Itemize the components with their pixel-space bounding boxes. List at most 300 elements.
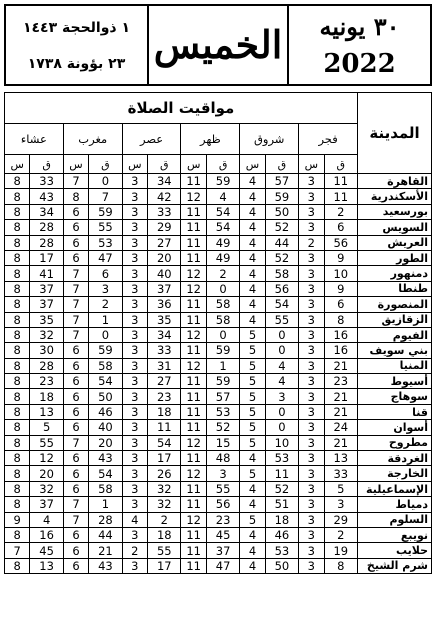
hour-cell: 3 [299, 250, 324, 265]
minute-cell: 24 [324, 420, 358, 435]
hour-cell: 5 [240, 404, 265, 419]
hour-cell: 11 [181, 204, 206, 219]
hour-cell: 8 [5, 204, 30, 219]
hour-cell: 4 [240, 281, 265, 296]
prayer-times-table [4, 92, 432, 574]
hour-cell: 3 [299, 497, 324, 512]
minute-cell: 20 [148, 250, 181, 265]
minute-cell: 49 [206, 250, 239, 265]
hour-cell: 3 [299, 189, 324, 204]
minute-cell: 0 [206, 327, 239, 342]
minute-cell: 59 [265, 189, 298, 204]
minute-cell: 0 [265, 420, 298, 435]
minute-cell: 28 [30, 235, 63, 250]
hour-cell: 8 [5, 527, 30, 542]
city-cell: الإسماعيلية [358, 481, 432, 496]
minute-cell: 54 [206, 220, 239, 235]
minute-cell: 21 [324, 389, 358, 404]
minute-cell: 1 [89, 497, 122, 512]
minute-cell: 20 [89, 435, 122, 450]
hour-cell: 7 [63, 497, 88, 512]
hour-cell: 11 [181, 420, 206, 435]
hour-cell: 5 [240, 358, 265, 373]
hour-cell: 3 [122, 281, 147, 296]
table-row [5, 358, 432, 373]
minute-cell: 35 [30, 312, 63, 327]
hour-cell: 4 [240, 451, 265, 466]
minute-cell: 20 [30, 466, 63, 481]
hour-cell: 11 [181, 543, 206, 558]
minute-cell: 4 [265, 374, 298, 389]
minute-cell: 19 [324, 543, 358, 558]
hour-cell: 3 [299, 435, 324, 450]
hour-cell: 7 [63, 266, 88, 281]
minute-cell: 9 [324, 250, 358, 265]
minute-cell: 46 [265, 527, 298, 542]
city-cell: المنيا [358, 358, 432, 373]
minute-cell: 41 [30, 266, 63, 281]
prayer-header: ظهر [181, 124, 240, 155]
minute-cell: 30 [30, 343, 63, 358]
hour-cell: 3 [122, 466, 147, 481]
minute-cell: 23 [206, 512, 239, 527]
minute-cell: 6 [89, 266, 122, 281]
hour-cell: 3 [122, 343, 147, 358]
hour-cell: 3 [299, 420, 324, 435]
hour-cell: 6 [63, 374, 88, 389]
minute-cell: 6 [324, 297, 358, 312]
minute-cell: 13 [30, 558, 63, 573]
minute-cell: 57 [206, 389, 239, 404]
hour-cell: 3 [122, 420, 147, 435]
hour-unit-header: س [299, 155, 324, 174]
hour-cell: 11 [181, 174, 206, 189]
minute-cell: 53 [265, 543, 298, 558]
minute-cell: 11 [324, 174, 358, 189]
hour-cell: 6 [63, 420, 88, 435]
prayer-header: فجر [299, 124, 358, 155]
hour-cell: 8 [5, 420, 30, 435]
minute-unit-header: ق [206, 155, 239, 174]
hour-cell: 7 [63, 435, 88, 450]
hour-cell: 3 [299, 297, 324, 312]
hour-cell: 8 [5, 558, 30, 573]
minute-cell: 59 [89, 343, 122, 358]
hour-cell: 4 [240, 543, 265, 558]
minute-cell: 58 [206, 312, 239, 327]
hour-cell: 4 [240, 481, 265, 496]
minute-cell: 33 [30, 174, 63, 189]
hour-cell: 4 [240, 266, 265, 281]
minute-cell: 49 [206, 235, 239, 250]
minute-cell: 28 [30, 358, 63, 373]
hour-cell: 7 [5, 543, 30, 558]
hour-cell: 4 [240, 204, 265, 219]
city-cell: قنا [358, 404, 432, 419]
hour-cell: 8 [63, 189, 88, 204]
hour-cell: 3 [122, 497, 147, 512]
minute-cell: 28 [89, 512, 122, 527]
table-row [5, 435, 432, 450]
minute-cell: 4 [206, 189, 239, 204]
minute-cell: 21 [324, 358, 358, 373]
minute-cell: 45 [30, 543, 63, 558]
city-cell: المنصورة [358, 297, 432, 312]
table-row [5, 374, 432, 389]
hour-cell: 4 [240, 312, 265, 327]
hour-unit-header: س [122, 155, 147, 174]
hour-cell: 11 [181, 558, 206, 573]
hour-cell: 5 [240, 374, 265, 389]
hour-cell: 8 [5, 481, 30, 496]
hour-cell: 5 [240, 512, 265, 527]
hour-cell: 8 [5, 374, 30, 389]
minute-cell: 53 [89, 235, 122, 250]
city-cell: أسوان [358, 420, 432, 435]
hour-cell: 3 [122, 481, 147, 496]
minute-cell: 2 [324, 204, 358, 219]
hour-unit-header: س [5, 155, 30, 174]
hour-cell: 7 [63, 174, 88, 189]
minute-cell: 55 [206, 481, 239, 496]
minute-cell: 44 [265, 235, 298, 250]
minute-cell: 23 [148, 389, 181, 404]
hour-cell: 3 [299, 466, 324, 481]
hour-cell: 3 [299, 389, 324, 404]
hour-cell: 3 [299, 404, 324, 419]
hour-cell: 6 [63, 204, 88, 219]
city-cell: العريش [358, 235, 432, 250]
hour-cell: 3 [299, 281, 324, 296]
minute-cell: 47 [89, 250, 122, 265]
minute-cell: 55 [148, 543, 181, 558]
hour-cell: 3 [299, 358, 324, 373]
minute-unit-header: ق [324, 155, 358, 174]
minute-cell: 55 [30, 435, 63, 450]
minute-cell: 10 [324, 266, 358, 281]
minute-cell: 32 [30, 481, 63, 496]
minute-cell: 51 [265, 497, 298, 512]
minute-unit-header: ق [148, 155, 181, 174]
minute-cell: 52 [265, 481, 298, 496]
minute-cell: 0 [265, 404, 298, 419]
minute-cell: 9 [324, 281, 358, 296]
hour-cell: 5 [240, 420, 265, 435]
minute-cell: 18 [148, 404, 181, 419]
minute-cell: 37 [30, 497, 63, 512]
hour-cell: 12 [181, 281, 206, 296]
hour-unit-header: س [240, 155, 265, 174]
minute-cell: 2 [206, 266, 239, 281]
minute-cell: 40 [148, 266, 181, 281]
minute-cell: 21 [324, 435, 358, 450]
minute-cell: 0 [206, 281, 239, 296]
day-name: الخميس [153, 22, 283, 67]
minute-cell: 58 [89, 481, 122, 496]
prayer-header: عصر [122, 124, 181, 155]
hour-cell: 5 [240, 466, 265, 481]
city-cell: مطروح [358, 435, 432, 450]
minute-cell: 23 [324, 374, 358, 389]
hour-cell: 4 [240, 497, 265, 512]
minute-cell: 54 [265, 297, 298, 312]
hour-cell: 8 [5, 220, 30, 235]
hour-cell: 6 [63, 343, 88, 358]
minute-cell: 59 [206, 174, 239, 189]
hour-cell: 8 [5, 189, 30, 204]
prayer-header: مغرب [63, 124, 122, 155]
minute-cell: 54 [206, 204, 239, 219]
hour-cell: 11 [181, 404, 206, 419]
minute-cell: 17 [30, 250, 63, 265]
hour-cell: 11 [181, 527, 206, 542]
hour-cell: 6 [63, 389, 88, 404]
city-cell: دمياط [358, 497, 432, 512]
city-cell: السلوم [358, 512, 432, 527]
minute-cell: 21 [324, 404, 358, 419]
table-row [5, 250, 432, 265]
hour-cell: 3 [299, 174, 324, 189]
hour-cell: 4 [240, 250, 265, 265]
table-row [5, 512, 432, 527]
minute-cell: 29 [324, 512, 358, 527]
hour-cell: 3 [122, 435, 147, 450]
table-title: مواقيت الصلاة [5, 93, 358, 124]
hour-cell: 12 [181, 512, 206, 527]
table-row [5, 389, 432, 404]
hour-cell: 4 [122, 512, 147, 527]
hour-cell: 3 [122, 558, 147, 573]
hour-cell: 8 [5, 281, 30, 296]
hour-cell: 3 [122, 297, 147, 312]
minute-cell: 2 [148, 512, 181, 527]
minute-cell: 40 [89, 420, 122, 435]
minute-cell: 59 [206, 374, 239, 389]
hour-cell: 11 [181, 389, 206, 404]
hour-cell: 5 [240, 343, 265, 358]
minute-cell: 18 [30, 389, 63, 404]
minute-cell: 2 [89, 297, 122, 312]
minute-cell: 16 [324, 327, 358, 342]
hour-cell: 2 [299, 235, 324, 250]
city-cell: الزقازيق [358, 312, 432, 327]
table-row [5, 189, 432, 204]
table-row [5, 451, 432, 466]
hour-cell: 4 [240, 235, 265, 250]
hour-cell: 3 [122, 451, 147, 466]
city-cell: بني سويف [358, 343, 432, 358]
minute-cell: 54 [89, 466, 122, 481]
hour-cell: 8 [5, 235, 30, 250]
minute-cell: 43 [89, 451, 122, 466]
minute-cell: 56 [206, 497, 239, 512]
minute-cell: 32 [30, 327, 63, 342]
minute-cell: 34 [148, 174, 181, 189]
hour-cell: 6 [63, 466, 88, 481]
hour-cell: 6 [63, 235, 88, 250]
city-cell: الغردقة [358, 451, 432, 466]
hour-cell: 3 [299, 220, 324, 235]
table-row [5, 281, 432, 296]
minute-cell: 33 [148, 204, 181, 219]
minute-cell: 50 [265, 204, 298, 219]
hour-cell: 8 [5, 297, 30, 312]
hour-cell: 3 [122, 250, 147, 265]
minute-cell: 1 [206, 358, 239, 373]
hour-cell: 8 [5, 497, 30, 512]
minute-cell: 0 [265, 327, 298, 342]
minute-cell: 37 [206, 543, 239, 558]
hour-cell: 6 [63, 250, 88, 265]
minute-cell: 58 [265, 266, 298, 281]
minute-cell: 54 [148, 435, 181, 450]
minute-cell: 33 [324, 466, 358, 481]
city-cell: الطور [358, 250, 432, 265]
hour-cell: 3 [299, 512, 324, 527]
minute-cell: 53 [265, 451, 298, 466]
hour-cell: 11 [181, 374, 206, 389]
gregorian-date: ٣٠ يونيه [319, 12, 400, 41]
city-cell: طنطا [358, 281, 432, 296]
hour-cell: 4 [240, 174, 265, 189]
minute-cell: 33 [148, 343, 181, 358]
minute-cell: 44 [89, 527, 122, 542]
minute-cell: 11 [324, 189, 358, 204]
minute-cell: 58 [89, 358, 122, 373]
hour-cell: 4 [240, 558, 265, 573]
minute-cell: 57 [265, 174, 298, 189]
city-cell: دمنهور [358, 266, 432, 281]
hour-unit-header: س [63, 155, 88, 174]
minute-cell: 18 [148, 527, 181, 542]
minute-cell: 10 [265, 435, 298, 450]
table-row [5, 343, 432, 358]
hour-cell: 7 [63, 281, 88, 296]
minute-cell: 17 [148, 451, 181, 466]
minute-cell: 32 [148, 497, 181, 512]
hijri-date: ١ ذوالحجة ١٤٤٣ [22, 20, 131, 36]
hour-cell: 2 [122, 543, 147, 558]
table-row [5, 204, 432, 219]
minute-cell: 52 [265, 220, 298, 235]
hour-cell: 3 [122, 266, 147, 281]
table-row [5, 466, 432, 481]
minute-cell: 47 [206, 558, 239, 573]
minute-cell: 50 [265, 558, 298, 573]
minute-cell: 8 [324, 312, 358, 327]
hour-cell: 8 [5, 250, 30, 265]
hour-cell: 11 [181, 250, 206, 265]
minute-cell: 2 [324, 527, 358, 542]
hour-cell: 3 [299, 343, 324, 358]
hour-cell: 3 [299, 451, 324, 466]
gregorian-year: 2022 [323, 49, 396, 79]
minute-cell: 54 [89, 374, 122, 389]
table-row [5, 266, 432, 281]
minute-cell: 36 [148, 297, 181, 312]
hour-cell: 3 [299, 204, 324, 219]
table-row [5, 481, 432, 496]
city-cell: أسيوط [358, 374, 432, 389]
hour-cell: 5 [240, 389, 265, 404]
minute-cell: 28 [30, 220, 63, 235]
hour-cell: 8 [5, 389, 30, 404]
hour-cell: 11 [181, 497, 206, 512]
minute-cell: 34 [148, 327, 181, 342]
minute-cell: 45 [206, 527, 239, 542]
hour-cell: 3 [299, 312, 324, 327]
city-cell: شرم الشيخ [358, 558, 432, 573]
hour-cell: 12 [181, 266, 206, 281]
hour-cell: 8 [5, 312, 30, 327]
hour-cell: 12 [181, 189, 206, 204]
hour-cell: 6 [63, 543, 88, 558]
minute-cell: 1 [89, 312, 122, 327]
city-column-header: المدينة [358, 93, 432, 174]
hour-cell: 8 [5, 435, 30, 450]
hour-cell: 4 [240, 220, 265, 235]
prayer-header: شروق [240, 124, 299, 155]
minute-cell: 11 [148, 420, 181, 435]
city-cell: سوهاج [358, 389, 432, 404]
hour-cell: 8 [5, 174, 30, 189]
minute-cell: 37 [148, 281, 181, 296]
hour-cell: 3 [299, 527, 324, 542]
hour-cell: 3 [122, 174, 147, 189]
minute-cell: 11 [265, 466, 298, 481]
hour-cell: 11 [181, 312, 206, 327]
hour-cell: 12 [181, 327, 206, 342]
minute-cell: 4 [265, 358, 298, 373]
hour-cell: 6 [63, 358, 88, 373]
city-cell: بورسعيد [358, 204, 432, 219]
minute-cell: 13 [30, 404, 63, 419]
minute-cell: 26 [148, 466, 181, 481]
hour-cell: 3 [299, 543, 324, 558]
minute-cell: 3 [206, 466, 239, 481]
minute-cell: 32 [148, 481, 181, 496]
hour-cell: 8 [5, 343, 30, 358]
hour-cell: 11 [181, 235, 206, 250]
prayer-header: عشاء [5, 124, 64, 155]
city-cell: الخارجة [358, 466, 432, 481]
minute-cell: 56 [265, 281, 298, 296]
hour-cell: 8 [5, 451, 30, 466]
minute-cell: 3 [265, 389, 298, 404]
minute-cell: 0 [265, 343, 298, 358]
hour-cell: 3 [122, 220, 147, 235]
hour-cell: 3 [299, 558, 324, 573]
hour-cell: 11 [181, 481, 206, 496]
hour-cell: 4 [240, 527, 265, 542]
minute-unit-header: ق [30, 155, 63, 174]
minute-cell: 23 [30, 374, 63, 389]
hour-cell: 7 [63, 297, 88, 312]
hour-cell: 8 [5, 466, 30, 481]
table-row [5, 174, 432, 189]
minute-cell: 17 [148, 558, 181, 573]
hour-cell: 3 [122, 527, 147, 542]
minute-cell: 0 [89, 174, 122, 189]
table-row [5, 543, 432, 558]
minute-cell: 42 [148, 189, 181, 204]
hour-cell: 8 [5, 404, 30, 419]
table-row [5, 497, 432, 512]
hour-cell: 4 [240, 297, 265, 312]
gregorian-date-box [287, 6, 430, 84]
hour-cell: 3 [122, 358, 147, 373]
minute-cell: 27 [148, 235, 181, 250]
